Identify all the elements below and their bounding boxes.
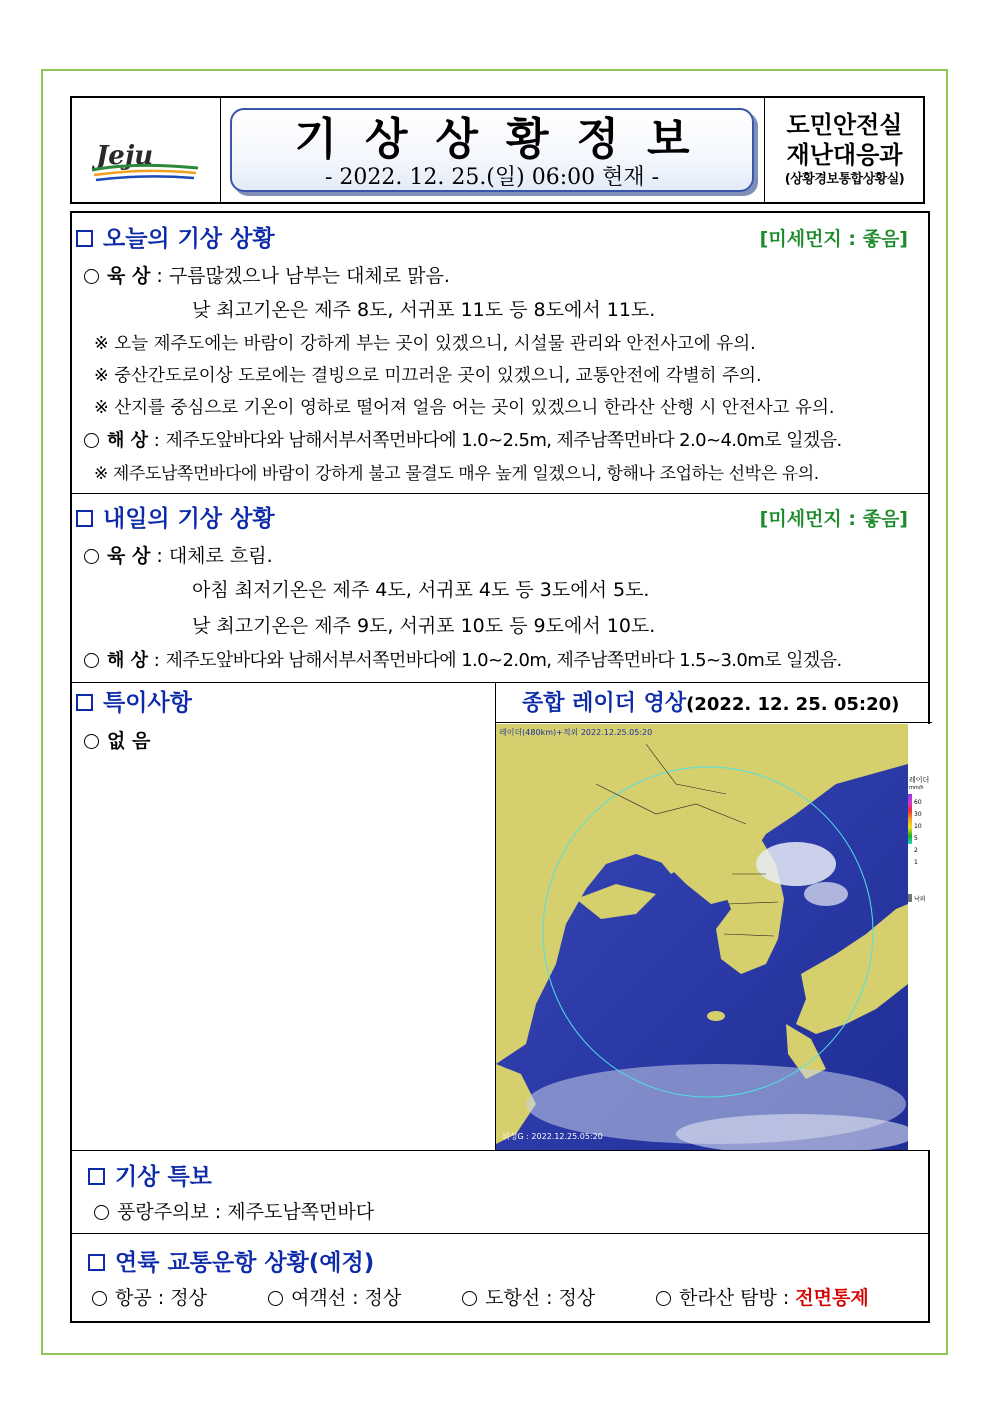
circle-bullet-icon — [84, 269, 99, 284]
traffic-island-ferry: 도항선 : 정상 — [462, 1285, 595, 1311]
special-section-title: 특이사항 — [76, 689, 192, 717]
divider — [72, 493, 928, 494]
circle-bullet-icon — [94, 1205, 109, 1220]
title-cell — [220, 98, 764, 202]
divider — [72, 1150, 928, 1151]
traffic-section-title: 연륙 교통운항 상황(예정) — [88, 1249, 374, 1277]
title-box — [230, 108, 754, 192]
circle-bullet-icon — [268, 1291, 283, 1306]
special-item: 없 음 — [84, 729, 150, 753]
today-land-temp: 낮 최고기온은 제주 8도, 서귀포 11도 등 8도에서 11도. — [192, 299, 656, 321]
legend-nodata-swatch — [908, 894, 912, 902]
circle-bullet-icon — [462, 1291, 477, 1306]
checkbox-icon — [76, 230, 93, 247]
today-dust-level: [미세먼지 : 좋음] — [759, 228, 908, 250]
legend-unit: mm/h — [909, 785, 924, 791]
radar-title: 종합 레이더 영상(2022. 12. 25. 05:20) — [522, 691, 900, 716]
radar-caption-top: 레이더(480km)+적외 2022.12.25.05:20 — [499, 728, 653, 737]
today-note-1: ※ 오늘 제주도에는 바람이 강하게 부는 곳이 있겠으니, 시설물 관리와 안전사고에 유의. — [94, 334, 756, 354]
radar-image — [496, 724, 908, 1150]
traffic-hallasan: 한라산 탐방 : 전면통제 — [656, 1285, 869, 1311]
divider — [72, 682, 928, 683]
checkbox-icon — [88, 1254, 105, 1271]
today-note-3: ※ 산지를 중심으로 기온이 영하로 떨어져 얼음 어는 곳이 있겠으니 한라산 산행 시 안전사고 유의. — [94, 398, 835, 418]
legend-colorbar — [908, 794, 912, 844]
circle-bullet-icon — [84, 433, 99, 448]
tomorrow-section-title: 내일의 기상 상황 — [76, 505, 275, 533]
report-title: 기상상황정보 — [294, 114, 718, 165]
divider — [72, 1233, 928, 1234]
traffic-ferry: 여객선 : 정상 — [268, 1285, 401, 1311]
traffic-air: 항공 : 정상 — [92, 1285, 207, 1311]
radar-legend — [908, 724, 930, 1150]
tomorrow-land-max-temp: 낮 최고기온은 제주 9도, 서귀포 10도 등 9도에서 10도. — [192, 615, 656, 637]
radar-map — [496, 724, 908, 1150]
today-section-title: 오늘의 기상 상황 — [76, 225, 275, 253]
today-land-row: 육 상 : 구름많겠으나 남부는 대체로 맑음. — [84, 264, 450, 288]
report-body — [70, 211, 930, 1323]
warning-item: 풍랑주의보 : 제주도남쪽먼바다 — [94, 1199, 374, 1225]
circle-bullet-icon — [84, 734, 99, 749]
checkbox-icon — [76, 510, 93, 527]
department-cell — [764, 98, 924, 202]
legend-values: 60 30 10 5 2 1 — [914, 799, 922, 866]
circle-bullet-icon — [92, 1291, 107, 1306]
dept-name-1: 도민안전실 — [786, 111, 903, 139]
warning-section-title: 기상 특보 — [88, 1163, 212, 1191]
tomorrow-sea-row: 해 상 : 제주도앞바다와 남해서부서쪽먼바다에 1.0~2.0m, 제주남쪽먼바다 1.5~3.0m로 일겠음. — [84, 649, 842, 673]
dept-name-2: 재난대응과 — [786, 141, 903, 169]
tomorrow-land-row: 육 상 : 대체로 흐림. — [84, 544, 273, 568]
today-sea-note: ※ 제주도남쪽먼바다에 바람이 강하게 불고 물결도 매우 높게 일겠으니, 항해나 조업하는 선박은 유의. — [94, 464, 819, 484]
circle-bullet-icon — [656, 1291, 671, 1306]
today-sea-row: 해 상 : 제주도앞바다와 남해서부서쪽먼바다에 1.0~2.5m, 제주남쪽먼바다 2.0~4.0m로 일겠음. — [84, 429, 842, 453]
divider — [495, 722, 932, 723]
today-note-2: ※ 중산간도로이상 도로에는 결빙으로 미끄러운 곳이 있겠으니, 교통안전에 각별히 주의. — [94, 366, 762, 386]
legend-nodata: 낙뢰 — [914, 896, 926, 903]
tomorrow-dust-level: [미세먼지 : 좋음] — [759, 508, 908, 530]
legend-title: 레이더 — [909, 776, 930, 784]
logo-cell — [72, 98, 221, 202]
tomorrow-land-min-temp: 아침 최저기온은 제주 4도, 서귀포 4도 등 3도에서 5도. — [192, 579, 650, 601]
circle-bullet-icon — [84, 549, 99, 564]
jeju-logo — [72, 98, 220, 202]
report-header — [70, 96, 925, 204]
circle-bullet-icon — [84, 653, 99, 668]
radar-caption-bottom: 위성G : 2022.12.25.05:20 — [502, 1132, 603, 1141]
logo-text: Jeju — [96, 141, 154, 171]
report-datetime: - 2022. 12. 25.(일) 06:00 현재 - — [324, 165, 660, 190]
checkbox-icon — [88, 1168, 105, 1185]
checkbox-icon — [76, 694, 93, 711]
dept-name-3: (상황경보통합상황실) — [784, 172, 905, 187]
